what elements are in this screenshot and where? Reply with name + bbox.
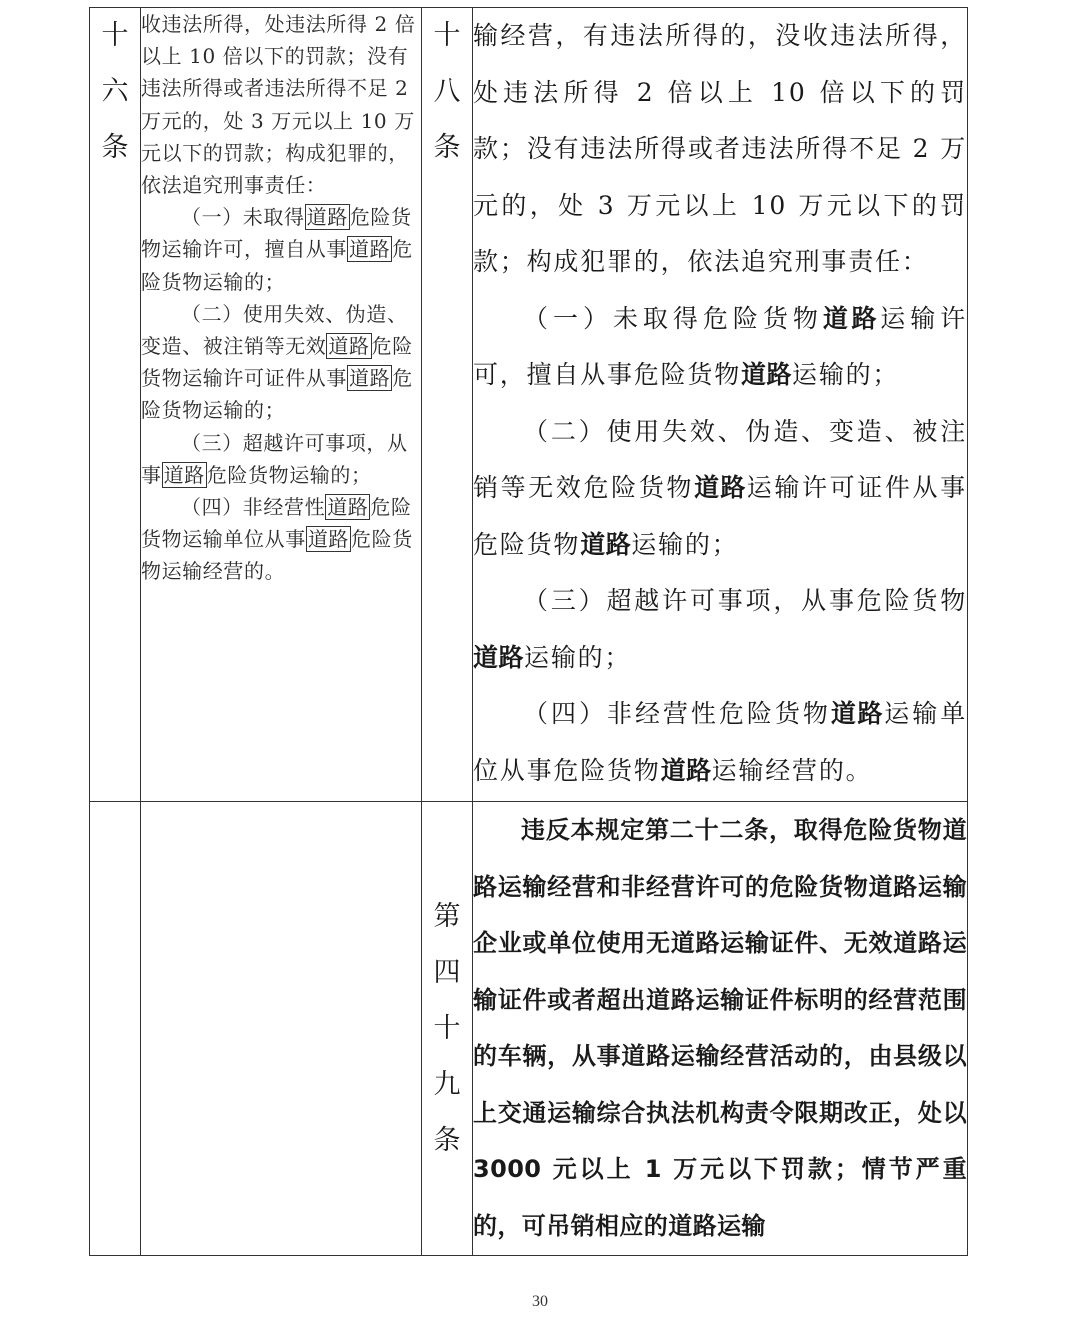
list-item	[141, 298, 421, 427]
empty-cell	[141, 802, 422, 1256]
list-item	[473, 573, 967, 686]
item-text: 危险货物运输的；	[141, 366, 413, 423]
old-article-items	[141, 201, 421, 587]
item-text: （二）使用失效、伪造、变造、被注销等无效	[141, 301, 408, 359]
list-item	[473, 291, 967, 404]
item-text: 危险货物运输许可证件从事	[141, 334, 413, 391]
list-item	[141, 491, 421, 588]
article-label-char: 条	[433, 1124, 461, 1156]
list-item	[141, 427, 421, 491]
highlighted-term: 道路	[822, 303, 881, 333]
list-item	[141, 201, 421, 298]
article-49-text: 违反本规定第二十二条，取得危险货物道路运输经营和非经营许可的危险货物道路运输企业或单位使用无道路运输证件、无效道路运输证件或者超出道路运输证件标明的经营范围的车辆，从事道路运输经营活动的，由县级以上交通运输综合执法机构责令限期改正，处以 3000 元以上 1 万元以下罚款；情节严重的，可吊销相应的道路运输	[473, 816, 967, 1240]
item-text: （一）未取得危险货物	[523, 303, 823, 333]
item-text: 危险货物运输的；	[141, 237, 413, 294]
new-article-text-cell	[473, 8, 968, 802]
old-article-intro: 收违法所得，处违法所得 2 倍以上 10 倍以下的罚款；没有违法所得或者违法所得不足 2 万元的，处 3 万元以上 10 万元以下的罚款；构成犯罪的，依法追究刑事责任：	[141, 12, 416, 198]
highlighted-term: 道路	[580, 529, 632, 559]
highlighted-term: 道路	[830, 699, 885, 728]
list-item	[473, 404, 967, 574]
article-label-char: 条	[433, 132, 461, 163]
article-49-text-cell	[473, 802, 968, 1256]
item-text: （三）超越许可事项，从事危险货物	[523, 586, 967, 615]
item-text: 危险货物运输许可，擅自从事	[141, 205, 412, 262]
page-number: 30	[532, 1293, 548, 1310]
item-text: 运输的；	[792, 360, 900, 389]
new-article-intro: 输经营，有违法所得的，没收违法所得，处违法所得 2 倍以上 10 倍以下的罚款；没有违法所得或者违法所得不足 2 万元的，处 3 万元以上 10 万元以下的罚款；构成犯罪的，依法追究刑事责任：	[473, 21, 967, 276]
old-article-label-cell	[90, 8, 141, 802]
new-article-label-cell	[422, 8, 473, 802]
highlighted-term: 道路	[349, 366, 391, 391]
item-text: 运输许可，擅自从事危险货物	[473, 303, 967, 389]
highlighted-term: 道路	[163, 462, 205, 487]
item-text: （一）未取得	[181, 205, 305, 230]
new-article-items	[473, 291, 967, 800]
item-text: 危险货物运输经营的。	[141, 527, 413, 584]
highlighted-term: 道路	[741, 360, 793, 389]
highlighted-term: 道路	[307, 527, 350, 552]
item-text: 运输许可证件从事危险货物	[473, 473, 967, 559]
highlighted-term: 道路	[349, 237, 391, 262]
article-label-char: 十	[101, 20, 129, 51]
article-label-char: 第	[433, 900, 461, 932]
highlighted-term: 道路	[306, 205, 348, 230]
highlighted-term: 道路	[327, 495, 369, 520]
highlighted-term: 道路	[694, 473, 747, 502]
item-text: 运输经营的。	[711, 755, 873, 785]
highlighted-term: 道路	[660, 755, 712, 785]
article-label-char: 条	[101, 132, 129, 163]
item-text: 危险货物运输单位从事	[141, 495, 412, 552]
article-label-char: 十	[433, 1012, 461, 1044]
article-49-label-cell	[422, 802, 473, 1256]
item-text: （三）超越许可事项，从事	[141, 430, 408, 487]
item-text: 运输单位从事危险货物	[473, 699, 967, 785]
table-row	[90, 802, 968, 1256]
empty-cell	[90, 802, 141, 1256]
item-text: 危险货物运输的；	[206, 462, 372, 487]
article-label-char: 四	[433, 956, 461, 988]
highlighted-term: 道路	[473, 642, 525, 672]
item-text: （二）使用失效、伪造、变造、被注销等无效危险货物	[473, 416, 967, 502]
item-text: 运输的；	[631, 529, 739, 559]
old-article-text-cell	[141, 8, 422, 802]
item-text: （四）非经营性危险货物	[523, 699, 831, 728]
comparison-table	[89, 7, 968, 1256]
article-label-char: 六	[101, 76, 129, 107]
list-item	[473, 686, 967, 799]
table-row	[90, 8, 968, 802]
article-label-char: 八	[433, 76, 461, 107]
article-label-char: 九	[433, 1068, 461, 1100]
item-text: （四）非经营性	[181, 495, 326, 520]
highlighted-term: 道路	[328, 334, 370, 359]
item-text: 运输的；	[524, 642, 632, 672]
article-label-char: 十	[433, 20, 461, 51]
